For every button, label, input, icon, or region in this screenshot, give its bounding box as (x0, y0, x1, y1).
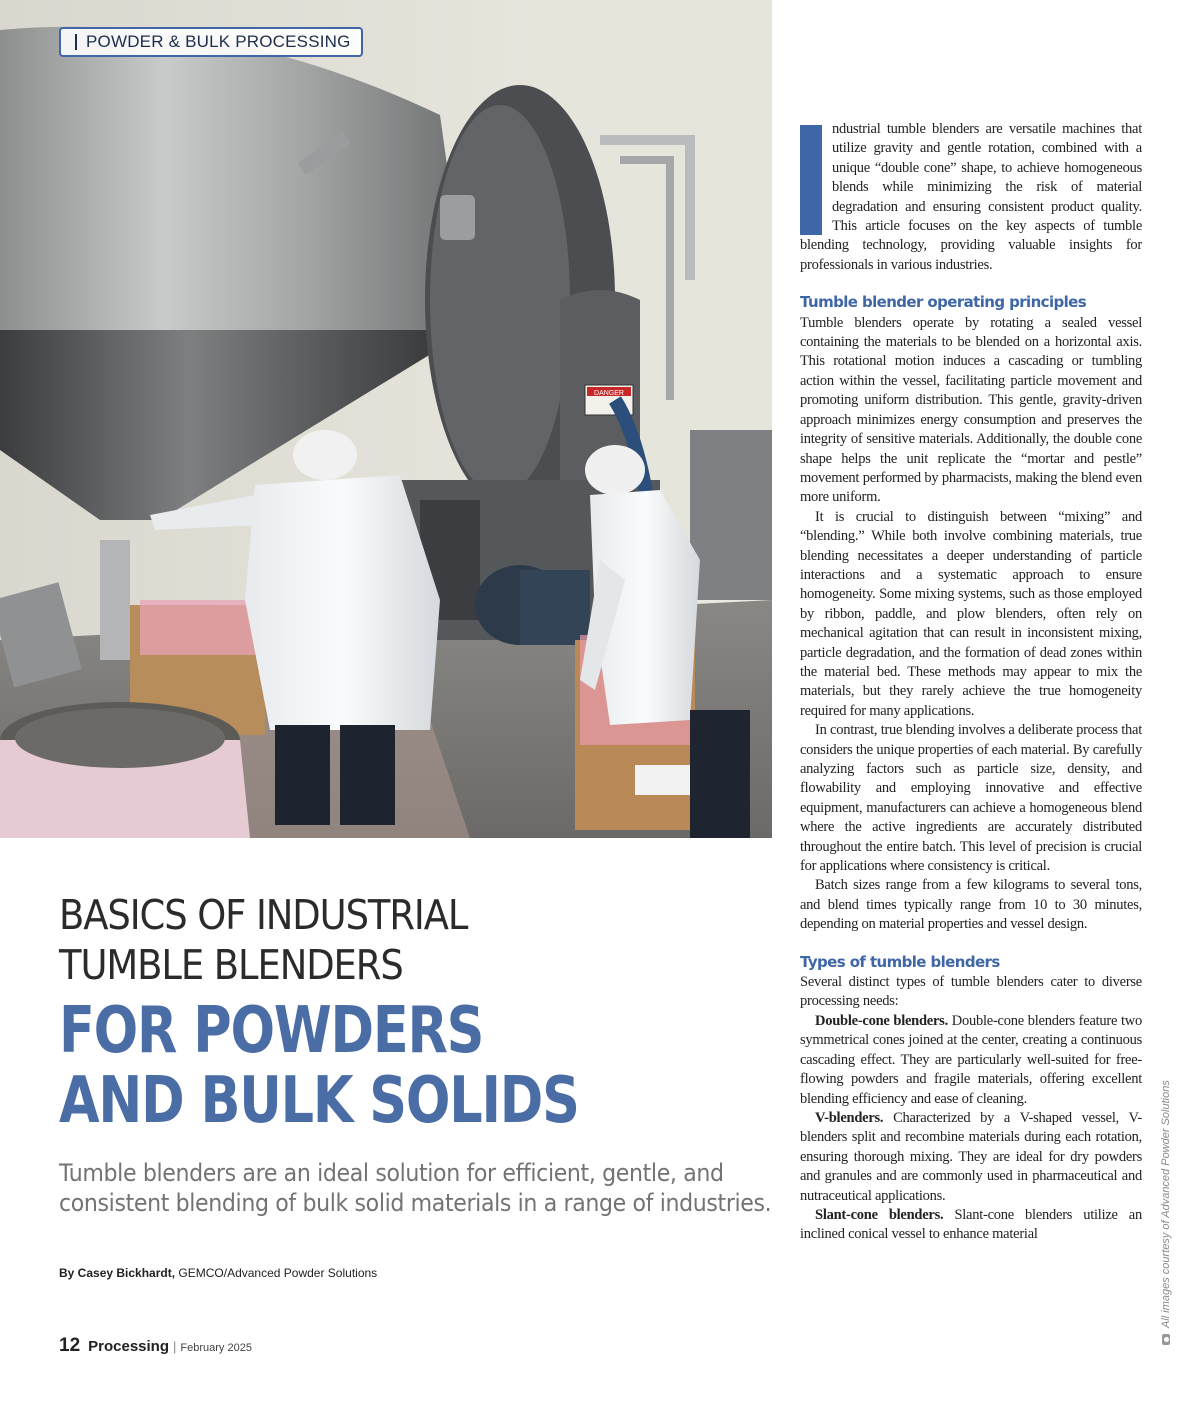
section-tag-bar (75, 34, 77, 50)
headline-line-4: AND BULK SOLIDS (59, 1064, 579, 1138)
deck-line-2: consistent blending of bulk solid materials in a range of industries. (59, 1189, 772, 1217)
headline-line-1: BASICS OF INDUSTRIAL (59, 891, 468, 939)
section-tag-label: POWDER & BULK PROCESSING (86, 32, 351, 51)
byline (59, 1266, 377, 1280)
paragraph-v-blenders (800, 1109, 1142, 1206)
headline (59, 890, 759, 1136)
paragraph: Tumble blenders operate by rotating a sealed vessel containing the materials to be blended on a horizontal axis. This rotational motion induces a cascading or tumbling action within the vessel, facilitating particle movement and promoting uniform distribution. This gentle, gravity-driven approach minimizes energy consumption and preserves the integrity of sensitive materials. Additionally, the double cone shape helps the unit replicate the “mortar and pestle” movement performed by pharmacists, making the blend even more uniform. (800, 314, 1142, 506)
paragraph-slant-cone (800, 1206, 1142, 1245)
term-v-blenders: V-blenders. (815, 1109, 884, 1126)
drop-cap (800, 125, 822, 235)
issue-date: February 2025 (180, 1342, 252, 1354)
footer-separator: | (173, 1339, 177, 1354)
paragraph: It is crucial to distinguish between “mixing” and “blending.” While both involve combining materials, true blending necessitates a deeper understanding of particle interactions and a systematic approach to ensure homogeneity. Some mixing systems, such as those employed by ribbon, paddle, and plow blenders, often rely on mechanical agitation that can result in inconsistent mixing, particle degradation, and the formation of dead zones within the material bed. These methods may appear to mix the materials, but they rarely achieve the true homogeneity required for many applications. (800, 508, 1142, 719)
danger-sign-text: DANGER (594, 390, 624, 397)
photo-credit-text: All images courtesy of Advanced Powder Solutions (1160, 1080, 1172, 1328)
term-slant-cone: Slant-cone blenders. (815, 1206, 944, 1223)
page-footer (59, 1335, 252, 1357)
paragraph: In contrast, true blending involves a deliberate process that considers the unique properties of each material. By carefully analyzing factors such as particle size, density, and flowability and employing innovative and effective equipment, manufacturers can achieve a homogeneous blend where the active ingredients are accurately distributed throughout the entire batch. This level of precision is crucial for applications where consistency is critical. (800, 722, 1142, 875)
magazine-name: Processing (88, 1338, 170, 1355)
intro-paragraph: ndustrial tumble blenders are versatile machines that utilize gravity and gentle rotation, combined with a unique “double cone” shape, to achieve homogeneous blends while minimizing the risk of material degradation and ensuring consistent product quality. This article focuses on the key aspects of tumble blending technology, providing valuable insights for professionals in various industries. (800, 121, 1142, 273)
paragraph: Several distinct types of tumble blenders cater to diverse processing needs: (800, 974, 1142, 1010)
headline-line-3: FOR POWDERS (59, 994, 484, 1068)
paragraph: Batch sizes range from a few kilograms to several tons, and blend times typically range from 10 to 30 minutes, depending on material properties and vessel design. (800, 877, 1142, 933)
headline-line-2: TUMBLE BLENDERS (59, 941, 403, 989)
article-body (800, 120, 1142, 1245)
paragraph-text: Double-cone blenders feature two symmetrical cones joined at the center, creating a continuous cascading effect. They are particularly well-suited for free-flowing powders and fragile materials, offering excellent blending efficiency and ease of cleaning. (800, 1012, 1142, 1107)
page-number: 12 (59, 1335, 81, 1356)
photo-credit (1160, 1080, 1172, 1345)
subhead-operating-principles: Tumble blender operating principles (800, 293, 1087, 312)
section-tag (59, 27, 363, 57)
paragraph-double-cone (800, 1012, 1142, 1109)
paragraph-text: Characterized by a V-shaped vessel, V-blenders split and recombine materials during each rotation, ensuring thorough mixing. They are ideal for dry powders and granules and are commonly used in pharmaceutical and nutraceutical applications. (800, 1109, 1142, 1204)
paragraph-text: Slant-cone blenders utilize an inclined conical vessel to enhance material (800, 1206, 1142, 1243)
deck (59, 1158, 779, 1218)
hero-photo (0, 0, 772, 838)
deck-line-1: Tumble blenders are an ideal solution for efficient, gentle, and (59, 1159, 724, 1187)
byline-org: GEMCO/Advanced Powder Solutions (178, 1266, 378, 1280)
byline-author: By Casey Bickhardt, (59, 1266, 176, 1280)
subhead-types: Types of tumble blenders (800, 952, 1000, 971)
camera-icon (1162, 1334, 1170, 1345)
term-double-cone: Double-cone blenders. (815, 1012, 948, 1029)
